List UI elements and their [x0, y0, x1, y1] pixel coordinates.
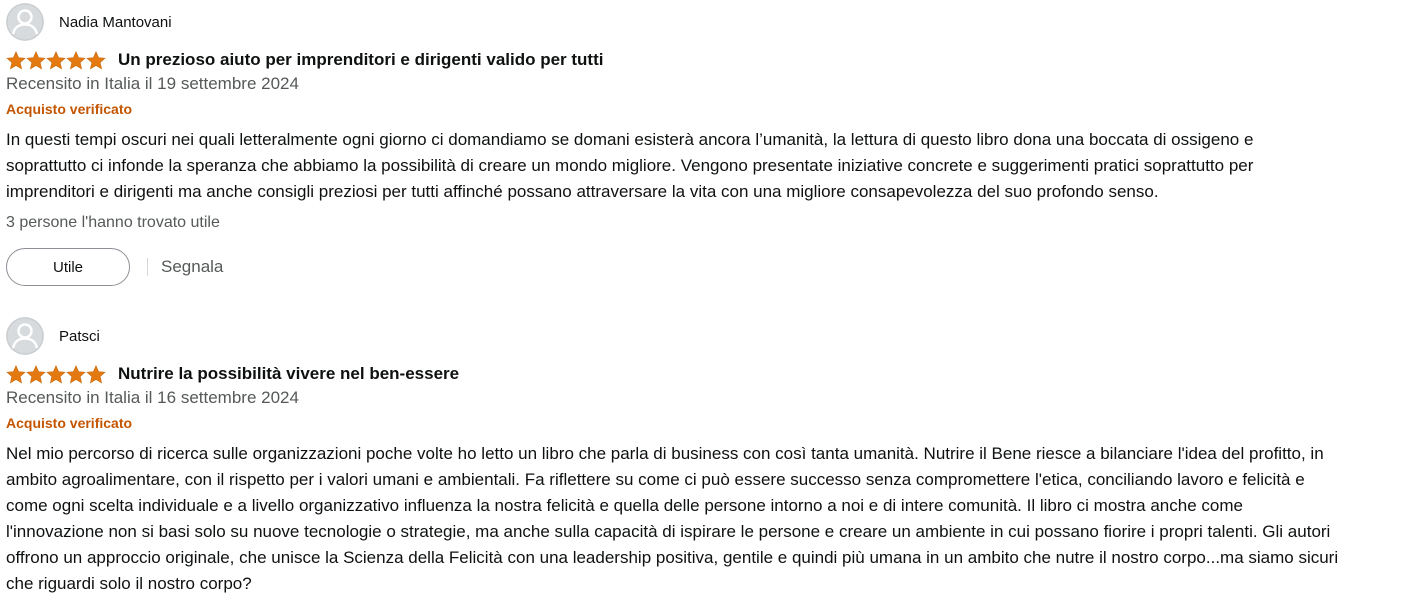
star-icon	[46, 365, 66, 384]
review-body-line: come ogni scelta individuale e a livello organizzativo influenza la nostra felicità e quella delle persone intorno a noi e di intere comunità. Il libro ci mostra anche come	[6, 496, 1243, 515]
author-name[interactable]: Patsci	[59, 327, 100, 345]
review-body-line: l'innovazione non si basi solo su nuove tecnologie o strategie, ma anche sulla capacità di ispirare le persone e creare un ambiente in cui possano fiorire i propri talenti. Gli autori	[6, 522, 1331, 541]
star-icon	[86, 365, 106, 384]
author-name[interactable]: Nadia Mantovani	[59, 13, 172, 31]
helpful-count: 3 persone l'hanno trovato utile	[6, 214, 220, 231]
user-avatar-icon	[6, 3, 44, 41]
star-icon	[46, 51, 66, 70]
review-title-row	[6, 362, 459, 386]
review-body-line: soprattutto ci infonde la speranza che abbiamo la possibilità di creare un mondo migliore. Vengono presentate iniziative concrete e suggerimenti pratici soprattutto per	[6, 156, 1254, 175]
verified-purchase-badge: Acquisto verificato	[6, 415, 133, 431]
user-avatar-icon	[6, 317, 44, 355]
review-title-row	[6, 48, 603, 72]
review-author	[6, 3, 172, 41]
review-body-line: In questi tempi oscuri nei quali letteralmente ogni giorno ci domandiamo se domani esisterà ancora l’umanità, la lettura di questo libro dona una boccata di ossigeno e	[6, 130, 1254, 149]
star-icon	[66, 51, 86, 70]
verified-purchase-badge: Acquisto verificato	[6, 101, 133, 117]
star-icon	[86, 51, 106, 70]
review-body	[6, 127, 1396, 205]
review-body-line: Nel mio percorso di ricerca sulle organizzazioni poche volte ho letto un libro che parla di business con così tanta umanità. Nutrire il Bene riesce a bilanciare l'idea del profitto, in	[6, 444, 1324, 463]
review-body	[6, 441, 1396, 597]
review-body-line: offrono un approccio originale, che unisce la Scienza della Felicità con una leadership positiva, gentile e quindi più umana in un ambito che nutre il nostro corpo...ma siamo sicuri	[6, 548, 1339, 567]
action-divider	[147, 258, 148, 276]
star-icon	[66, 365, 86, 384]
review-title[interactable]: Un prezioso aiuto per imprenditori e dirigenti valido per tutti	[118, 50, 604, 69]
review-date: Recensito in Italia il 19 settembre 2024	[6, 74, 299, 93]
star-icon	[26, 365, 46, 384]
star-icon	[6, 51, 26, 70]
review-title[interactable]: Nutrire la possibilità vivere nel ben-essere	[118, 364, 460, 383]
star-rating[interactable]	[6, 364, 106, 384]
report-link[interactable]: Segnala	[161, 257, 224, 276]
helpful-button[interactable]: Utile	[6, 248, 130, 286]
star-icon	[26, 51, 46, 70]
review-body-line: ambito agroalimentare, con il rispetto per i valori umani e ambientali. Fa riflettere su come ci può essere successo senza compromettere l'etica, conciliando lavoro e felicità e	[6, 470, 1305, 489]
review-body-line: imprenditori e dirigenti ma anche consigli preziosi per tutti affinché possano attraversare la vita con una migliore consapevolezza del suo profondo senso.	[6, 182, 1159, 201]
review-date: Recensito in Italia il 16 settembre 2024	[6, 388, 299, 407]
star-icon	[6, 365, 26, 384]
review-body-line: che riguardi solo il nostro corpo?	[6, 574, 252, 593]
review-actions	[6, 248, 223, 286]
review-author	[6, 317, 100, 355]
star-rating[interactable]	[6, 50, 106, 70]
